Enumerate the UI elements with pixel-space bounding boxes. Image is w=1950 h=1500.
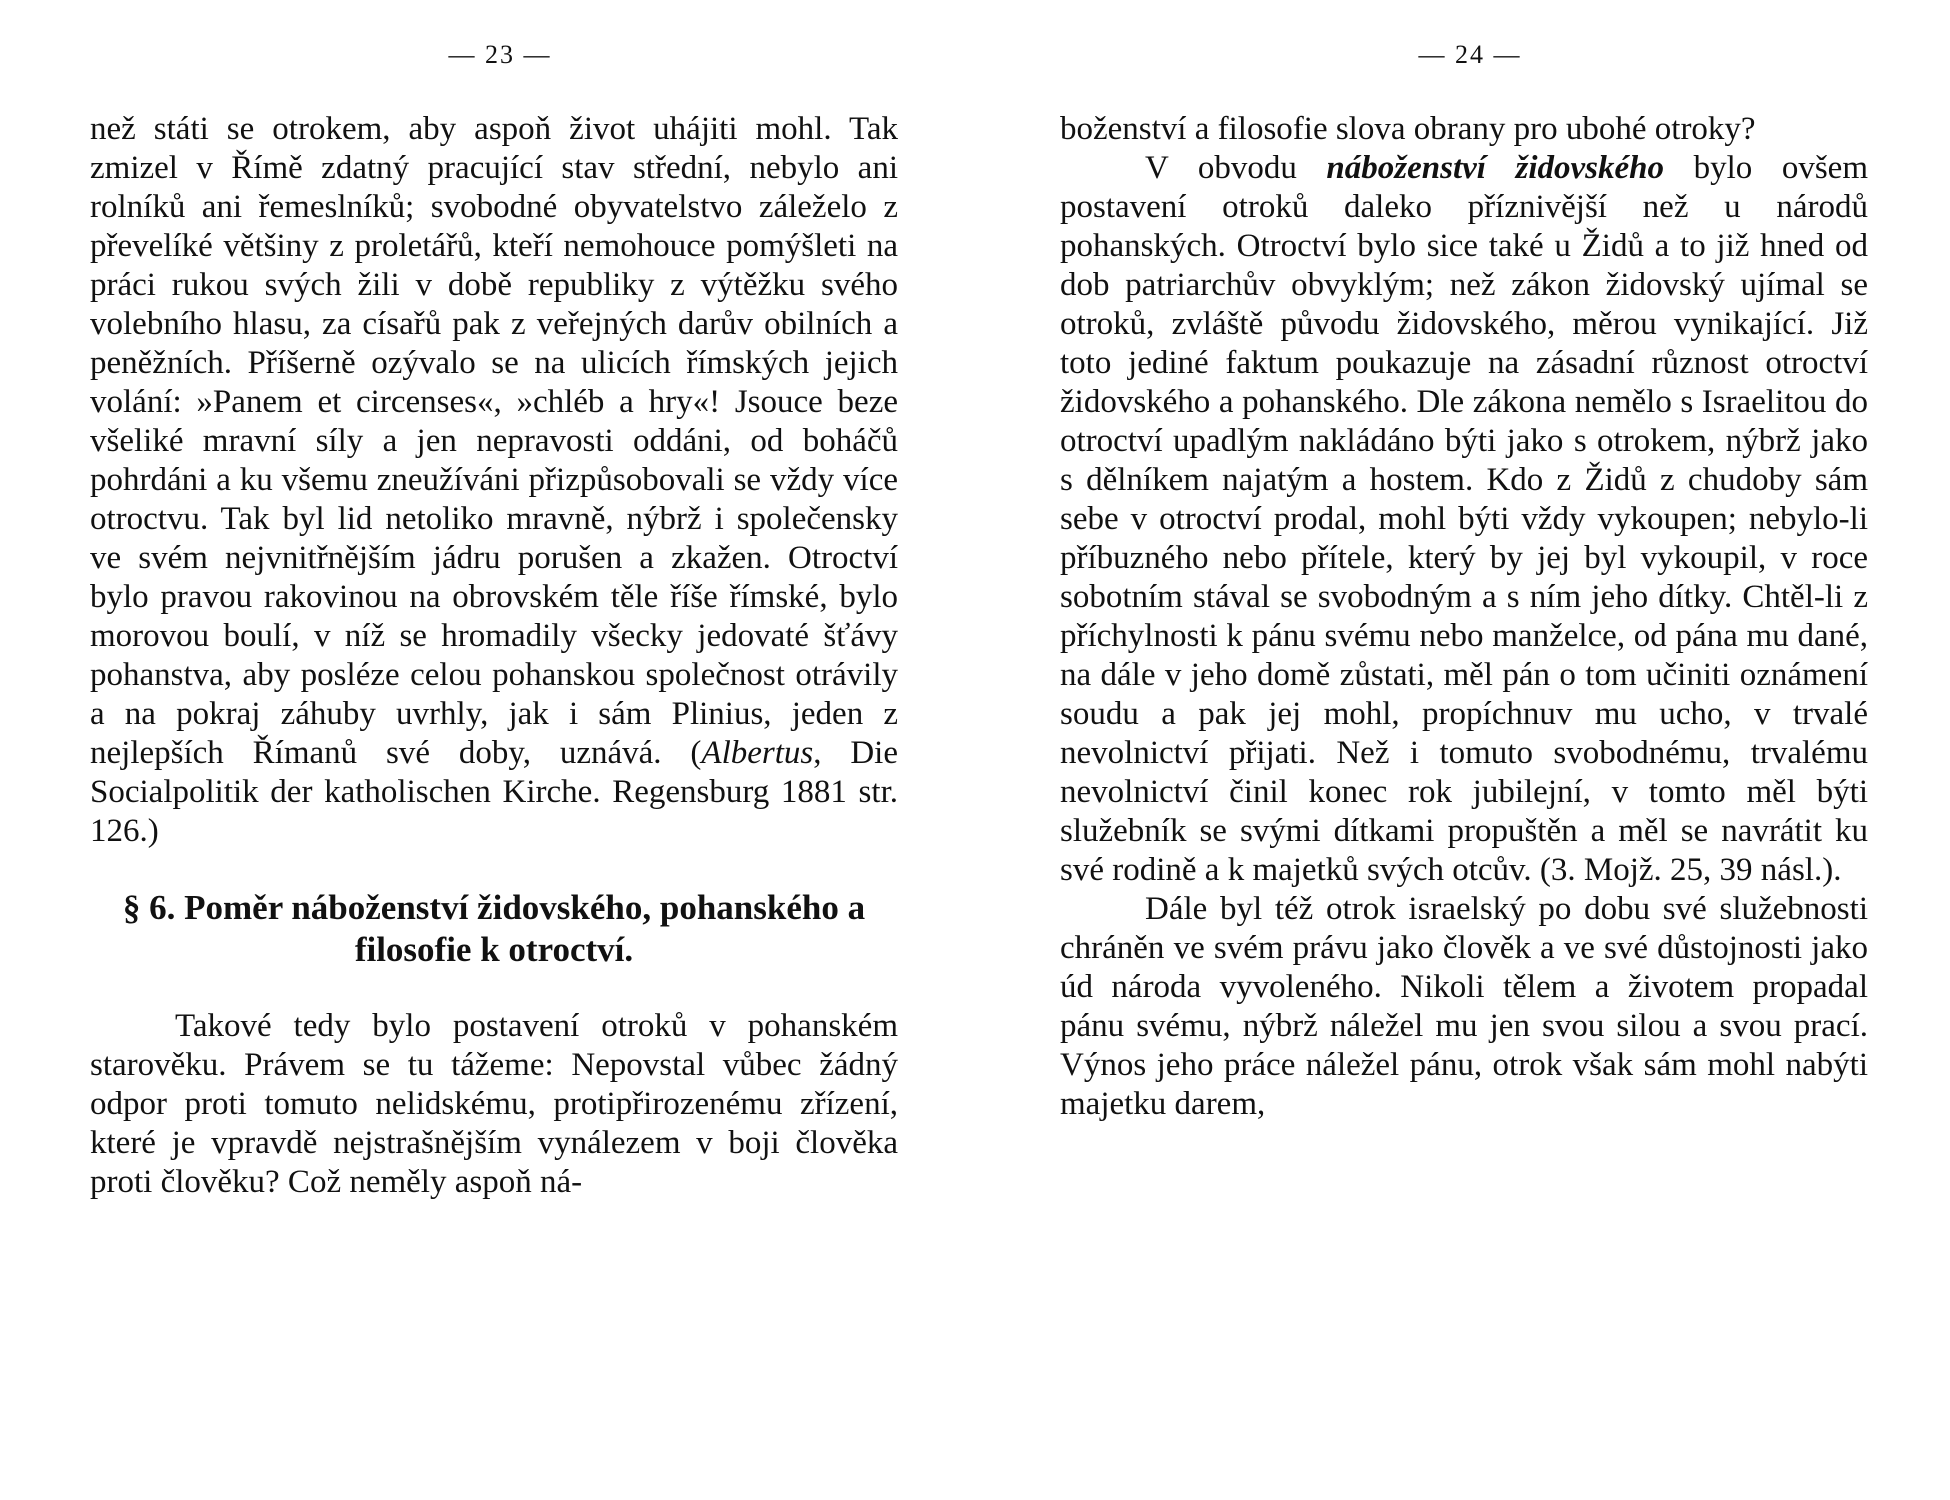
page-body <box>90 110 898 1202</box>
section-heading: § 6. Poměr náboženství židovského, pohanského a filosofie k otroctví. <box>122 888 866 969</box>
paragraph-text: V obvodu <box>1145 150 1327 186</box>
left-page <box>90 0 910 1500</box>
paragraph <box>1060 149 1868 890</box>
paragraph: boženství a filosofie slova obrany pro ubohé otroky? <box>1060 111 1756 147</box>
paragraph: Takové tedy bylo postavení otroků v pohanském starověku. Právem se tu tážeme: Nepovstal vůbec žádný odpor proti tomuto nelidskému, protipřirozenému zřízení, které je vpravdě nejstrašnějším vynálezem v boji člověka proti člověku? Což neměly aspoň ná- <box>90 1008 898 1200</box>
paragraph: Dále byl též otrok israelský po dobu své služebnosti chráněn ve svém právu jako člověk a ve své důstojnosti jako úd národa vyvoleného. Nikoli tělem a životem propadal pánu svému, nýbrž náležel mu jen svou silou a svou prací. Výnos jeho práce náležel pánu, otrok však sám mohl nabýti majetku darem, <box>1060 891 1868 1122</box>
citation-rest: , Die Socialpolitik der katholischen Kirche. Regensburg 1881 str. 126.) <box>90 735 898 849</box>
paragraph-text: než státi se otrokem, aby aspoň život uhájiti mohl. Tak zmizel v Římě zdatný pracující stav střední, nebylo ani rolníků ani řemeslníků; svobodné obyvatelstvo záleželo z převelíké většiny z proletářů, kteří nemohouce pomýšleti na práci rukou svých žili v době republiky z výtěžku svého volebního hlasu, za císařů pak z veřejných darův obilních a peněžních. Příšerně ozývalo se na ulicích římských jejich volání: »Panem et circenses«, »chléb a hry«! Jsouce beze všeliké mravní síly a jen nepravosti oddáni, od boháčů pohrdáni a ku všemu zneužíváni přizpůsobovali se vždy více otroctvu. Tak byl lid netoliko mravně, nýbrž i společensky ve svém nejvnitřnějším jádru porušen a zkažen. Otroctví bylo pravou rakovinou na obrovském těle říše římské, bylo morovou boulí, v níž se hromadily všecky jedovaté šťávy pohanstva, aby posléze celou pohanskou společnost otrávily a na pokraj záhuby uvrhly, jak i sám Plinius, jeden z nejlepších Římanů své doby, uznává. ( <box>90 111 898 771</box>
page-number: — 23 — <box>448 40 552 69</box>
emphasis-text: náboženství židovského <box>1326 150 1665 186</box>
citation-author: Albertus <box>701 735 814 771</box>
page-number: — 24 — <box>1418 40 1522 69</box>
right-page <box>1060 0 1880 1500</box>
paragraph-text: bylo ovšem postavení otroků daleko příznivější než u národů pohanských. Otroctví bylo sice také u Židů a to již hned od dob patriarchův obvyklým; než zákon židovský ujímal se otroků, zvláště původu židovského, měrou vynikající. Již toto jediné faktum poukazuje na zásadní různost otroctví židovského a pohanského. Dle zákona nemělo s Israelitou do otroctví upadlým nakládáno býti jako s otrokem, nýbrž jako s dělníkem najatým a hostem. Kdo z Židů z chudoby sám sebe v otroctví prodal, mohl býti vždy vykoupen; nebylo-li příbuzného nebo přítele, který by jej byl vykoupil, v roce sobotním stával se svobodným a s ním jeho dítky. Chtěl-li z příchylnosti k pánu svému nebo manželce, od pána mu dané, na dále v jeho domě zůstati, měl pán o tom učiniti oznámení soudu a pak jej mohl, propíchnuv mu ucho, v trvalé nevolnictví přijati. Než i tomuto svobodnému, trvalému nevolnictví činil konec rok jubilejní, v tomto měl býti služebník se svými dítkami propuštěn a měl se navrátit ku své rodině a k majetků svých otcův. (3. Mojž. 25, 39 násl.). <box>1060 150 1868 888</box>
paragraph <box>90 110 898 851</box>
page-body <box>1060 110 1868 1124</box>
